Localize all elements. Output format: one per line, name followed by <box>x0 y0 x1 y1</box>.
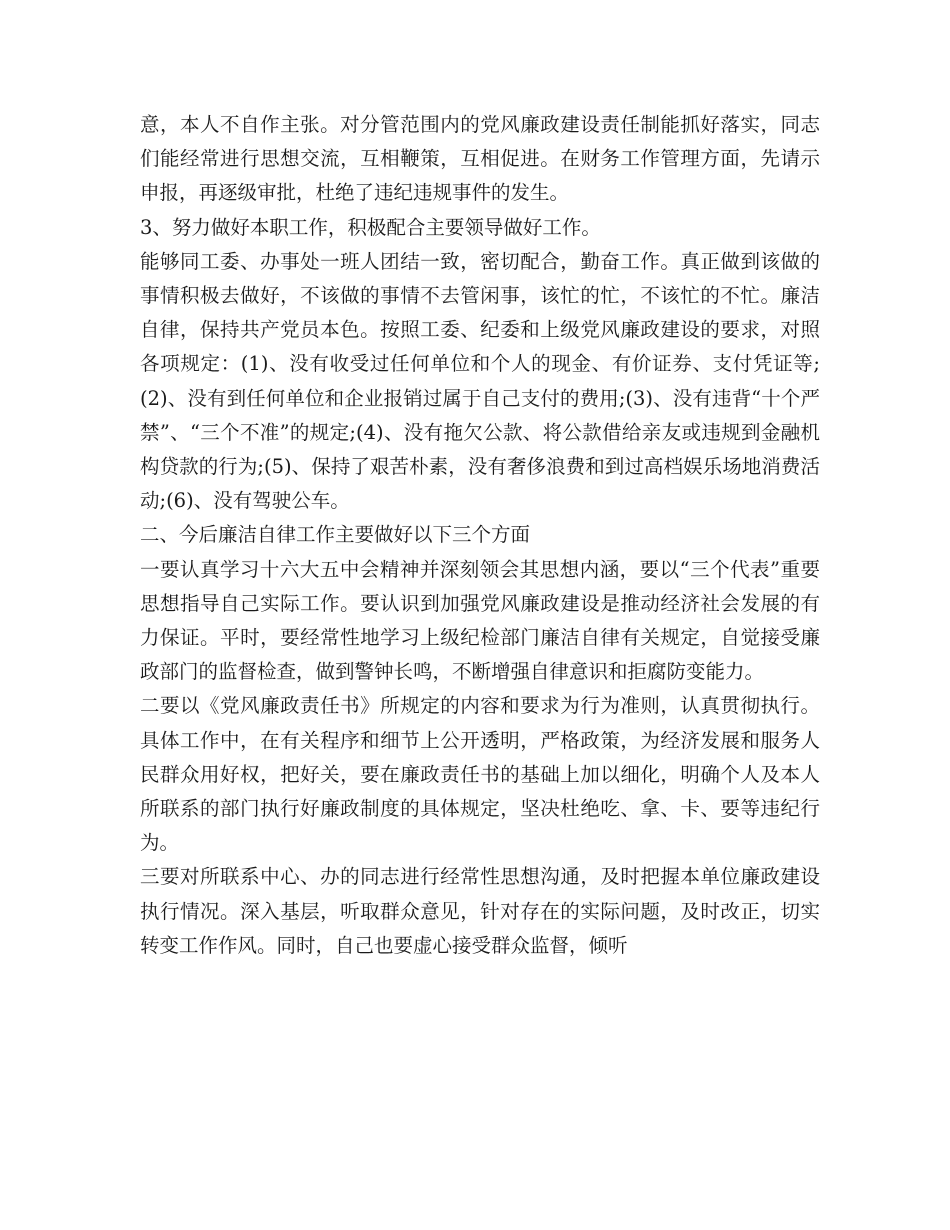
section-heading-future: 二、今后廉洁自律工作主要做好以下三个方面 <box>140 523 531 547</box>
document-body <box>140 108 820 963</box>
section-heading-3: 3、努力做好本职工作，积极配合主要领导做好工作。 <box>140 215 601 239</box>
paragraph-point-three: 三要对所联系中心、办的同志进行经常性思想沟通，及时把握本单位廉政建设执行情况。深入基层，听取群众意见，针对存在的实际问题，及时改正，切实转变工作作风。同时，自己也要虚心接受群众监督，倾听 <box>140 865 820 957</box>
paragraph-point-two: 二要以《党风廉政责任书》所规定的内容和要求为行为准则，认真贯彻执行。具体工作中，在有关程序和细节上公开透明，严格政策，为经济发展和服务人民群众用好权，把好关，要在廉政责任书的基础上加以细化，明确个人及本人所联系的部门执行好廉政制度的具体规定，坚决杜绝吃、拿、卡、要等违纪行为。 <box>140 694 820 855</box>
paragraph-compliance: 能够同工委、办事处一班人团结一致，密切配合，勤奋工作。真正做到该做的事情积极去做好，不该做的事情不去管闲事，该忙的忙，不该忙的不忙。廉洁自律，保持共产党员本色。按照工委、纪委和上级党风廉政建设的要求，对照各项规定：(1)、没有收受过任何单位和个人的现金、有价证券、支付凭证等;(2)、没有到任何单位和企业报销过属于自己支付的费用;(3)、没有违背“十个严禁”、“三个不准”的规定;(4)、没有拖欠公款、将公款借给亲友或违规到金融机构贷款的行为;(5)、保持了艰苦朴素，没有奢侈浪费和到过高档娱乐场地消费活动;(6)、没有驾驶公车。 <box>140 249 820 513</box>
paragraph-point-one: 一要认真学习十六大五中会精神并深刻领会其思想内涵，要以“三个代表”重要思想指导自己实际工作。要认识到加强党风廉政建设是推动经济社会发展的有力保证。平时，要经常性地学习上级纪检部门廉洁自律有关规定，自觉接受廉政部门的监督检查，做到警钟长鸣，不断增强自律意识和拒腐防变能力。 <box>140 557 820 684</box>
paragraph-continuation: 意，本人不自作主张。对分管范围内的党风廉政建设责任制能抓好落实，同志们能经常进行思想交流，互相鞭策，互相促进。在财务工作管理方面，先请示申报，再逐级审批，杜绝了违纪违规事件的发生。 <box>140 113 820 205</box>
